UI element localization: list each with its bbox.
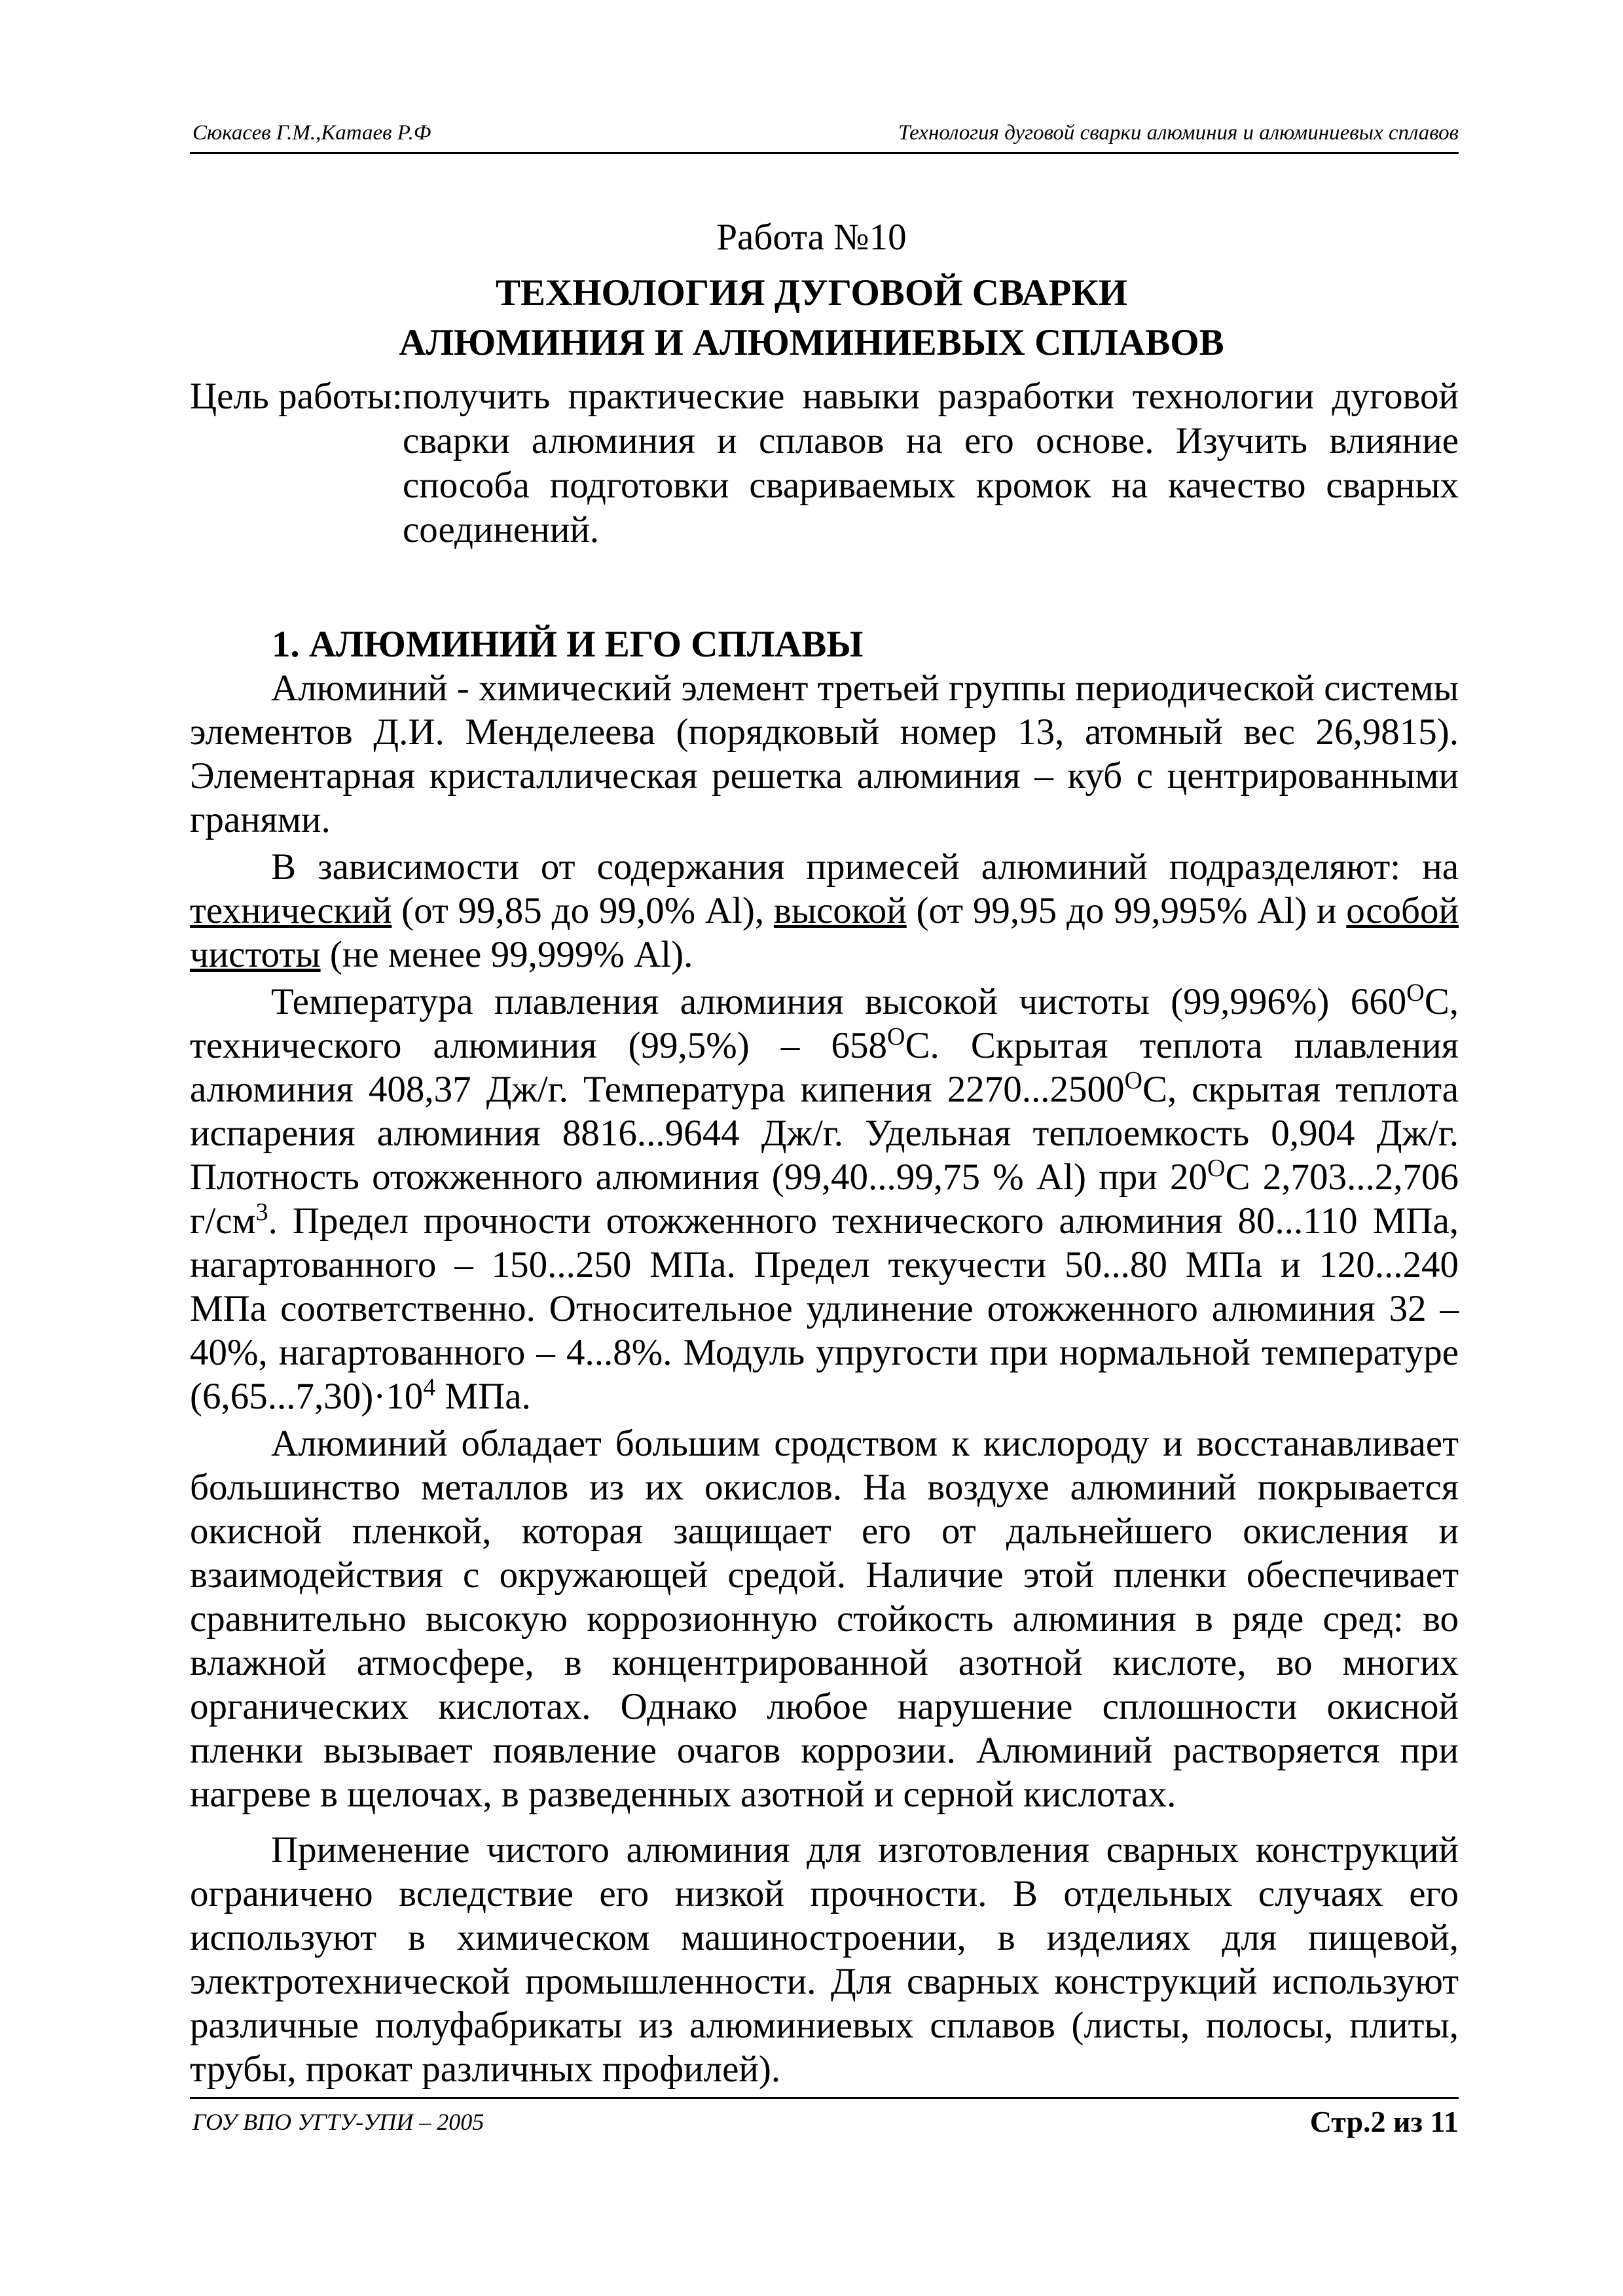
work-number: Работа №10 xyxy=(716,217,907,258)
p2-text-4: (не менее 99,999% Al). xyxy=(329,934,693,975)
goal-label: Цель работы: xyxy=(190,376,403,417)
paragraph-1: Алюминий - химический элемент третьей группы периодической системы элементов Д.И. Менделеева (порядковый номер 13, атомный вес 26,9815). Элементарная кристаллическая решетка алюминия – куб с центрированными гранями. xyxy=(190,668,1459,840)
title-line-1: ТЕХНОЛОГИЯ ДУГОВОЙ СВАРКИ xyxy=(496,272,1127,314)
p3-text-3: C. Скрытая теплота плавления алюминия 408,37 Дж/г. Температура кипения 2270...2500 xyxy=(190,1025,1459,1110)
footer-institution: ГОУ ВПО УГТУ-УПИ – 2005 xyxy=(192,2109,484,2135)
page-number: Стр.2 из 11 xyxy=(1309,2105,1459,2138)
goal-block xyxy=(190,374,1459,552)
p3-text-4: C, скрытая теплота испарения алюминия 8816...9644 Дж/г. Удельная теплоемкость 0,904 Дж/г. Плотность отожженного алюминия (99,40...99,75 % Al) при 20 xyxy=(190,1069,1459,1198)
section-body xyxy=(190,666,1459,2091)
section-title: 1. АЛЮМИНИЙ И ЕГО СПЛАВЫ xyxy=(272,624,864,665)
paragraph-4: Алюминий обладает большим сродством к кислороду и восстанавливает большинство металлов из их окислов. На воздухе алюминий покрывается окисной пленкой, которая защищает его от дальнейшего окисления и взаимодействия с окружающей средой. Наличие этой пленки обеспечивает сравнительно высокую коррозионную стойкость алюминия в ряде сред: во влажной атмосфере, в концентрированной азотной кислоте, во многих органических кислотах. Однако любое нарушение сплошности окисной пленки вызывает появление очагов коррозии. Алюминий растворяется при нагреве в щелочах, в разведенных азотной и серной кислотах. xyxy=(190,1423,1459,1815)
header-authors: Сюкасев Г.М.,Катаев Р.Ф xyxy=(192,121,431,145)
page-header xyxy=(190,113,1459,154)
paragraph-3 xyxy=(190,980,1459,1418)
p3-sup-1: O xyxy=(1406,979,1425,1007)
p2-underlined-high: высокой xyxy=(773,890,907,931)
p3-sup-5: 3 xyxy=(255,1198,268,1226)
p3-sup-3: O xyxy=(1124,1067,1142,1094)
header-doc-title: Технология дуговой сварки алюминия и алюминиевых сплавов xyxy=(898,121,1459,145)
p3-sup-6: 4 xyxy=(423,1374,436,1401)
page-title xyxy=(0,268,1623,368)
p3-text-5: C 2,703...2,706 г/см xyxy=(190,1157,1459,1242)
p3-sup-2: O xyxy=(887,1023,905,1050)
p3-text-6: . Предел прочности отожженного технического алюминия 80...110 МПа, нагартованного – 150...250 МПа. Предел текучести 50...80 МПа и 120...240 МПа соответственно. Относительное удлинение отожженного алюминия 32 – 40%, нагартованного – 4...8%. Модуль упругости при нормальной температуре (6,65...7,30)·10 xyxy=(190,1200,1459,1417)
p3-text-1: Температура плавления алюминия высокой чистоты (99,996%) 660 xyxy=(271,981,1407,1022)
p3-sup-4: O xyxy=(1207,1155,1226,1182)
title-line-2: АЛЮМИНИЯ И АЛЮМИНИЕВЫХ СПЛАВОВ xyxy=(399,322,1224,363)
goal-text: получить практические навыки разработки технологии дуговой сварки алюминия и сплавов на его основе. Изучить влияние способа подготовки свариваемых кромок на качество сварных соединений. xyxy=(403,376,1459,550)
p2-text-3: (от 99,95 до 99,995% Al) и xyxy=(916,890,1337,931)
p2-text-2: (от 99,85 до 99,0% Al), xyxy=(401,890,765,931)
p3-text-2: C, технического алюминия (99,5%) – 658 xyxy=(190,981,1459,1066)
p2-underlined-special-purity: особой чистоты xyxy=(190,890,1459,975)
paragraph-5: Применение чистого алюминия для изготовления сварных конструкций ограничено вследствие его низкой прочности. В отдельных случаях его используют в химическом машиностроении, в изделиях для пищевой, электротехнической промышленности. Для сварных конструкций используют различные полуфабрикаты из алюминиевых сплавов (листы, полосы, плиты, трубы, прокат различных профилей). xyxy=(190,1829,1459,2090)
p2-text-1: В зависимости от содержания примесей алюминий подразделяют: на xyxy=(271,846,1459,888)
p3-text-7: МПа. xyxy=(435,1376,531,1417)
p2-underlined-technical: технический xyxy=(190,890,392,931)
page-footer xyxy=(190,2097,1459,2145)
paragraph-2 xyxy=(190,845,1459,977)
